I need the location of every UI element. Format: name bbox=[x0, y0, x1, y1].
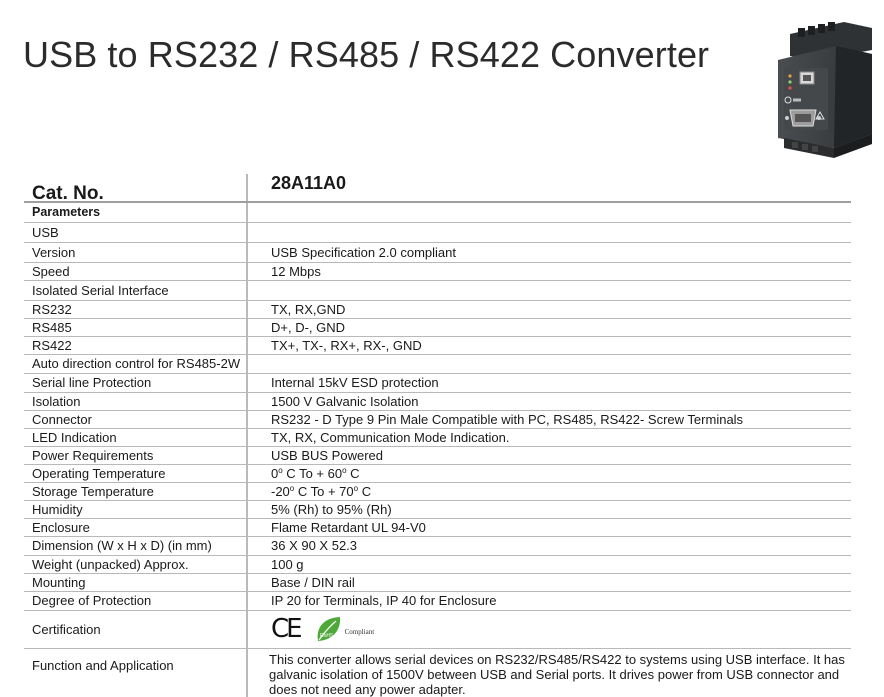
row-value: IP 20 for Terminals, IP 40 for Enclosure bbox=[247, 591, 851, 610]
row-label: Isolation bbox=[24, 392, 247, 410]
certification-label: Certification bbox=[24, 610, 247, 648]
rohs-compliant-text: Compliant bbox=[344, 628, 375, 636]
row-label: Serial line Protection bbox=[24, 373, 247, 392]
parameters-row bbox=[24, 202, 851, 222]
row-label: Speed bbox=[24, 262, 247, 280]
table-row bbox=[24, 242, 851, 262]
table-row bbox=[24, 518, 851, 536]
row-label: Operating Temperature bbox=[24, 464, 247, 482]
row-label: RS232 bbox=[24, 300, 247, 318]
table-row bbox=[24, 280, 851, 300]
row-label: Degree of Protection bbox=[24, 591, 247, 610]
row-value: TX, RX, Communication Mode Indication. bbox=[247, 428, 851, 446]
row-value: -20$^o$ C $To + 70^o$ C bbox=[247, 482, 851, 500]
row-value bbox=[247, 354, 851, 373]
row-value: Flame Retardant UL 94-V0 bbox=[247, 518, 851, 536]
table-row bbox=[24, 446, 851, 464]
row-value: 12 Mbps bbox=[247, 262, 851, 280]
certification-value bbox=[247, 610, 851, 648]
ce-mark-icon: CE bbox=[271, 614, 300, 644]
table-row bbox=[24, 318, 851, 336]
row-label: USB bbox=[24, 222, 247, 242]
rohs-leaf-icon bbox=[314, 615, 344, 643]
row-label: LED Indication bbox=[24, 428, 247, 446]
row-label: Dimension (W x H x D) (in mm) bbox=[24, 536, 247, 555]
row-label: Storage Temperature bbox=[24, 482, 247, 500]
row-label: RS422 bbox=[24, 336, 247, 354]
table-row bbox=[24, 336, 851, 354]
cat-no-value: 28A11A0 bbox=[247, 174, 851, 202]
page-title: USB to RS232 / RS485 / RS422 Converter bbox=[23, 34, 710, 75]
table-row bbox=[24, 573, 851, 591]
function-text: This converter allows serial devices on RS232/RS485/RS422 to systems using USB interface. It has galvanic isolation of 1500V between USB and Serial ports. It drives power from USB connector and does not need any power adapter. bbox=[269, 651, 845, 697]
row-value: D+, D-, GND bbox=[247, 318, 851, 336]
table-row bbox=[24, 300, 851, 318]
table-row bbox=[24, 536, 851, 555]
table-row bbox=[24, 591, 851, 610]
row-value: TX, RX,GND bbox=[247, 300, 851, 318]
row-label: Version bbox=[24, 242, 247, 262]
row-value: TX+, TX-, RX+, RX-, GND bbox=[247, 336, 851, 354]
row-value: Base / DIN rail bbox=[247, 573, 851, 591]
certification-row bbox=[24, 610, 851, 648]
table-row bbox=[24, 555, 851, 573]
table-row bbox=[24, 428, 851, 446]
row-label: Auto direction control for RS485-2W bbox=[24, 354, 247, 373]
row-label: Connector bbox=[24, 410, 247, 428]
table-row bbox=[24, 354, 851, 373]
row-value: USB Specification 2.0 compliant bbox=[247, 242, 851, 262]
table-row bbox=[24, 500, 851, 518]
row-value: Internal 15kV ESD protection bbox=[247, 373, 851, 392]
row-value: 0$^o$ C $To + 60^o$ C bbox=[247, 464, 851, 482]
row-label: Isolated Serial Interface bbox=[24, 280, 247, 300]
row-value bbox=[247, 222, 851, 242]
table-header-row bbox=[24, 174, 851, 202]
row-label: RS485 bbox=[24, 318, 247, 336]
specifications-table bbox=[24, 174, 851, 697]
row-label: Weight (unpacked) Approx. bbox=[24, 555, 247, 573]
row-value: USB BUS Powered bbox=[247, 446, 851, 464]
table-row bbox=[24, 262, 851, 280]
row-label: Mounting bbox=[24, 573, 247, 591]
row-label: Humidity bbox=[24, 500, 247, 518]
row-label: Enclosure bbox=[24, 518, 247, 536]
row-label: Power Requirements bbox=[24, 446, 247, 464]
row-value: 5% (Rh) to 95% (Rh) bbox=[247, 500, 851, 518]
table-row bbox=[24, 373, 851, 392]
row-value: 100 g bbox=[247, 555, 851, 573]
row-value: 36 X 90 X 52.3 bbox=[247, 536, 851, 555]
parameters-label: Parameters bbox=[24, 202, 247, 222]
table-row bbox=[24, 482, 851, 500]
rohs-compliant-logo bbox=[314, 615, 375, 643]
table-row bbox=[24, 222, 851, 242]
product-device-image bbox=[776, 16, 880, 160]
function-row bbox=[24, 648, 851, 697]
table-row bbox=[24, 392, 851, 410]
row-value bbox=[247, 280, 851, 300]
svg-text:RoHS: RoHS bbox=[319, 633, 333, 639]
parameters-value bbox=[247, 202, 851, 222]
table-row bbox=[24, 410, 851, 428]
table-row bbox=[24, 464, 851, 482]
function-label: Function and Application bbox=[24, 648, 247, 697]
cat-no-label: Cat. No. bbox=[24, 174, 247, 202]
row-value: RS232 - D Type 9 Pin Male Compatible with PC, RS485, RS422- Screw Terminals bbox=[247, 410, 851, 428]
row-value: 1500 V Galvanic Isolation bbox=[247, 392, 851, 410]
